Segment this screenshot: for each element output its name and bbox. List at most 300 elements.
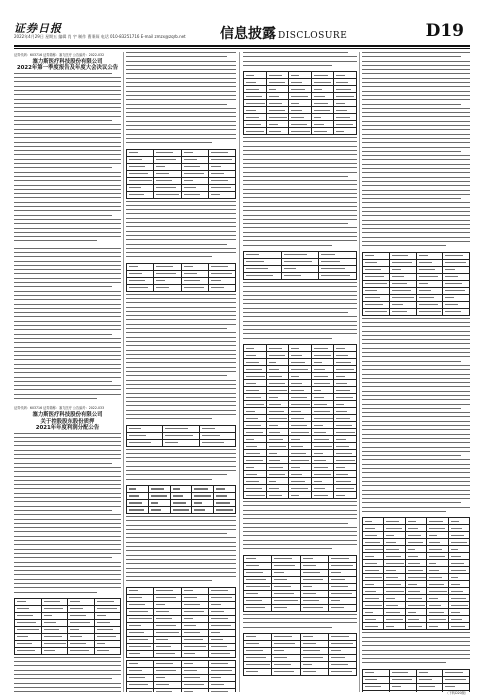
table-cell [181, 156, 208, 163]
table-cell [289, 380, 312, 387]
table-cell [405, 595, 426, 602]
table-cell [208, 284, 235, 291]
table-cell [208, 270, 235, 277]
table-cell [289, 86, 312, 93]
table-cell [443, 669, 470, 676]
table-row [244, 661, 357, 668]
table-cell [416, 669, 443, 676]
table-cell [300, 654, 328, 661]
table-cell [127, 660, 154, 667]
table-cell [148, 506, 170, 513]
table-cell [154, 184, 181, 191]
table-cell [127, 177, 154, 184]
table-cell [244, 272, 282, 279]
table-cell [154, 163, 181, 170]
table-cell [363, 259, 390, 266]
table-row [363, 560, 470, 567]
table-cell [328, 562, 356, 569]
table-row [127, 277, 236, 284]
table-cell [266, 387, 289, 394]
table-cell [384, 532, 405, 539]
text-line [243, 627, 332, 631]
table-cell [448, 518, 469, 525]
table-row [244, 86, 357, 93]
table-cell [244, 569, 272, 576]
table-cell [389, 252, 416, 259]
table-cell [311, 485, 334, 492]
table-cell [244, 633, 272, 640]
table-cell [405, 539, 426, 546]
table-cell [244, 100, 267, 107]
table-cell [244, 668, 272, 675]
table-row [363, 259, 470, 266]
table-cell [208, 191, 235, 198]
article-body [126, 449, 236, 483]
table-row [127, 177, 236, 184]
table-cell [154, 608, 181, 615]
table-cell [68, 626, 95, 633]
table-cell [405, 602, 426, 609]
table-cell [289, 79, 312, 86]
table-cell [328, 597, 356, 604]
table-cell [289, 93, 312, 100]
table-cell [244, 394, 267, 401]
table-row [127, 506, 236, 513]
article-body [126, 516, 236, 585]
table-cell [416, 273, 443, 280]
table-cell [289, 429, 312, 436]
table-cell [266, 345, 289, 352]
table-cell [334, 359, 357, 366]
table-cell [363, 518, 384, 525]
table-cell [334, 457, 357, 464]
table-row [127, 184, 236, 191]
article-body [14, 248, 121, 403]
table-cell [244, 478, 267, 485]
table-cell [15, 612, 42, 619]
table-cell [334, 464, 357, 471]
table-cell [363, 532, 384, 539]
table-cell [163, 425, 199, 432]
table-row [244, 604, 357, 611]
code-line-text: 证券代码：603716 证券简称：塞力医疗 公告编号：2022-033 [14, 406, 105, 411]
table-row [127, 608, 236, 615]
table-cell [363, 588, 384, 595]
table-cell [311, 100, 334, 107]
table-cell [208, 184, 235, 191]
table-cell [384, 616, 405, 623]
table-cell [389, 690, 416, 692]
table-cell [334, 373, 357, 380]
table-row [363, 609, 470, 616]
table-cell [334, 485, 357, 492]
table-row [363, 595, 470, 602]
table-row [244, 633, 357, 640]
table-cell [334, 422, 357, 429]
table-cell [311, 436, 334, 443]
table-cell [266, 394, 289, 401]
article-body [243, 282, 357, 342]
article-body [243, 137, 357, 249]
table-row [15, 619, 121, 626]
table-cell [244, 79, 267, 86]
table-cell [363, 252, 390, 259]
table-cell [311, 114, 334, 121]
section-title-cn: 信息披露 [220, 26, 276, 42]
table-cell [127, 263, 154, 270]
table-cell [181, 594, 208, 601]
table-row [363, 301, 470, 308]
table-cell [41, 619, 68, 626]
table-cell [127, 432, 163, 439]
table-cell [272, 576, 300, 583]
table-cell [244, 121, 267, 128]
table-cell [427, 609, 448, 616]
table-cell [300, 555, 328, 562]
table-row [244, 590, 357, 597]
table-cell [427, 574, 448, 581]
table-row [127, 681, 236, 688]
table-cell [443, 252, 470, 259]
table-cell [300, 668, 328, 675]
text-line [126, 256, 212, 260]
table-cell [244, 661, 272, 668]
table-cell [266, 471, 289, 478]
table-cell [416, 259, 443, 266]
table-cell [266, 352, 289, 359]
table-cell [334, 366, 357, 373]
article-title-block [14, 59, 121, 72]
table-cell [300, 647, 328, 654]
table-cell [334, 352, 357, 359]
table-cell [244, 583, 272, 590]
company-name: 塞力斯医疗科技股份有限公司 [32, 59, 103, 65]
table-cell [363, 308, 390, 315]
table-cell [208, 615, 235, 622]
table-cell [94, 598, 121, 605]
table-cell [163, 432, 199, 439]
table-row [244, 359, 357, 366]
table-cell [127, 439, 163, 446]
table-cell [311, 457, 334, 464]
table-row [244, 597, 357, 604]
table-cell [289, 107, 312, 114]
table-cell [384, 553, 405, 560]
table-cell [427, 595, 448, 602]
table-cell [244, 562, 272, 569]
table-cell [363, 581, 384, 588]
article-body [14, 433, 121, 596]
table-row [244, 478, 357, 485]
table-row [244, 429, 357, 436]
table-cell [334, 415, 357, 422]
table-row [244, 114, 357, 121]
table-cell [266, 86, 289, 93]
masthead-rule-thin [14, 48, 470, 49]
table-cell [266, 401, 289, 408]
table-cell [154, 191, 181, 198]
table-cell [334, 450, 357, 457]
table-row [127, 688, 236, 692]
table-cell [311, 443, 334, 450]
table-row [363, 539, 470, 546]
table-cell [214, 506, 236, 513]
table-cell [289, 401, 312, 408]
table-cell [334, 107, 357, 114]
table-cell [311, 345, 334, 352]
table-cell [427, 581, 448, 588]
table-cell [244, 604, 272, 611]
table-cell [127, 667, 154, 674]
table-row [363, 294, 470, 301]
table-row [244, 457, 357, 464]
table-cell [311, 366, 334, 373]
text-line [14, 691, 121, 692]
continued-note: （下转D20版） [445, 691, 468, 695]
table-cell [208, 608, 235, 615]
data-table [362, 669, 470, 692]
table-cell [181, 622, 208, 629]
table-cell [208, 163, 235, 170]
table-cell [443, 301, 470, 308]
table-cell [244, 265, 282, 272]
table-cell [244, 86, 267, 93]
table-cell [41, 605, 68, 612]
table-cell [328, 654, 356, 661]
table-row [363, 553, 470, 560]
article-body [14, 657, 121, 692]
table-cell [289, 359, 312, 366]
table-cell [266, 443, 289, 450]
column-divider [359, 52, 360, 692]
table-cell [363, 280, 390, 287]
table-cell [405, 532, 426, 539]
table-cell [328, 590, 356, 597]
table-row [363, 546, 470, 553]
table-cell [328, 647, 356, 654]
table-cell [289, 394, 312, 401]
table-row [127, 636, 236, 643]
text-line [362, 511, 446, 515]
table-cell [154, 177, 181, 184]
table-cell [363, 595, 384, 602]
table-row [244, 485, 357, 492]
article-code-line [14, 52, 121, 57]
table-row [244, 380, 357, 387]
table-cell [266, 373, 289, 380]
table-cell [289, 464, 312, 471]
table-cell [289, 492, 312, 499]
table-row [244, 668, 357, 675]
table-cell [170, 499, 192, 506]
table-cell [127, 284, 154, 291]
dateline: 2022年4月29日 星期五 编辑 肖 宇 制作 曹秉琛 电话 010-83251716 E-mail zmzx@zqrb.net [14, 34, 186, 39]
table-cell [244, 436, 267, 443]
table-cell [15, 647, 42, 654]
table-cell [427, 588, 448, 595]
table-cell [148, 485, 170, 492]
table-cell [405, 609, 426, 616]
table-row [127, 439, 236, 446]
table-cell [363, 546, 384, 553]
table-row [363, 518, 470, 525]
table-cell [199, 439, 235, 446]
table-cell [181, 688, 208, 692]
text-line [243, 65, 332, 69]
table-cell [443, 280, 470, 287]
table-cell [244, 457, 267, 464]
table-cell [311, 394, 334, 401]
table-cell [208, 156, 235, 163]
table-cell [154, 643, 181, 650]
table-cell [154, 149, 181, 156]
table-cell [289, 422, 312, 429]
table-cell [68, 647, 95, 654]
table-cell [363, 676, 390, 683]
table-cell [181, 277, 208, 284]
table-cell [154, 284, 181, 291]
table-row [244, 654, 357, 661]
page-number: D19 [425, 21, 464, 41]
table-cell [214, 499, 236, 506]
table-cell [244, 366, 267, 373]
table-cell [181, 650, 208, 657]
table-cell [41, 633, 68, 640]
table-cell [334, 401, 357, 408]
table-cell [448, 588, 469, 595]
table-row [363, 525, 470, 532]
table-cell [363, 609, 384, 616]
table-cell [244, 647, 272, 654]
table-cell [266, 464, 289, 471]
table-cell [266, 429, 289, 436]
table-cell [311, 450, 334, 457]
table-cell [272, 569, 300, 576]
table-cell [208, 594, 235, 601]
table-cell [272, 590, 300, 597]
table-cell [416, 690, 443, 692]
table-cell [154, 636, 181, 643]
table-cell [289, 114, 312, 121]
table-cell [127, 270, 154, 277]
table-row [244, 258, 357, 265]
data-table [243, 555, 357, 612]
table-cell [334, 408, 357, 415]
table-cell [208, 149, 235, 156]
table-cell [384, 581, 405, 588]
table-cell [154, 688, 181, 692]
table-cell [448, 581, 469, 588]
table-cell [328, 576, 356, 583]
table-cell [300, 576, 328, 583]
table-row [15, 647, 121, 654]
table-cell [448, 546, 469, 553]
table-cell [311, 352, 334, 359]
table-cell [405, 581, 426, 588]
table-cell [311, 422, 334, 429]
table-row [127, 594, 236, 601]
table-cell [311, 93, 334, 100]
table-cell [244, 415, 267, 422]
table-cell [334, 93, 357, 100]
table-cell [389, 301, 416, 308]
table-cell [334, 478, 357, 485]
table-row [244, 569, 357, 576]
table-cell [272, 597, 300, 604]
table-cell [41, 640, 68, 647]
masthead-rule-thick [14, 45, 470, 47]
table-cell [127, 688, 154, 692]
table-cell [68, 598, 95, 605]
table-row [363, 287, 470, 294]
table-cell [427, 546, 448, 553]
table-cell [181, 587, 208, 594]
text-line [243, 548, 332, 552]
table-cell [311, 373, 334, 380]
table-cell [127, 156, 154, 163]
table-cell [148, 492, 170, 499]
table-cell [334, 471, 357, 478]
table-cell [416, 301, 443, 308]
table-cell [208, 587, 235, 594]
data-table [126, 149, 236, 199]
table-cell [41, 598, 68, 605]
table-cell [389, 294, 416, 301]
newspaper-logo: 证券日报 [14, 22, 62, 35]
table-cell [154, 622, 181, 629]
table-cell [363, 560, 384, 567]
table-cell [170, 506, 192, 513]
table-cell [448, 609, 469, 616]
table-cell [181, 667, 208, 674]
data-table [126, 485, 236, 514]
table-row [244, 436, 357, 443]
table-cell [192, 485, 214, 492]
table-cell [289, 408, 312, 415]
data-table [126, 425, 236, 447]
table-cell [266, 359, 289, 366]
table-row [244, 352, 357, 359]
column-1 [14, 52, 121, 692]
table-row [15, 605, 121, 612]
table-cell [300, 633, 328, 640]
table-cell [208, 674, 235, 681]
table-cell [311, 401, 334, 408]
table-cell [266, 478, 289, 485]
data-table [362, 517, 470, 630]
table-cell [244, 93, 267, 100]
table-cell [311, 359, 334, 366]
table-row [127, 499, 236, 506]
table-cell [154, 587, 181, 594]
table-cell [41, 647, 68, 654]
table-cell [214, 492, 236, 499]
table-cell [427, 539, 448, 546]
table-cell [181, 660, 208, 667]
table-cell [266, 128, 289, 135]
table-cell [448, 574, 469, 581]
table-cell [181, 163, 208, 170]
article-body [362, 632, 470, 666]
table-cell [289, 72, 312, 79]
table-row [127, 650, 236, 657]
table-row [363, 567, 470, 574]
table-cell [405, 546, 426, 553]
table-row [244, 443, 357, 450]
code-line-text: 证券代码：603716 证券简称：塞力医疗 公告编号：2022-032 [14, 53, 105, 57]
table-row [244, 72, 357, 79]
table-cell [389, 266, 416, 273]
